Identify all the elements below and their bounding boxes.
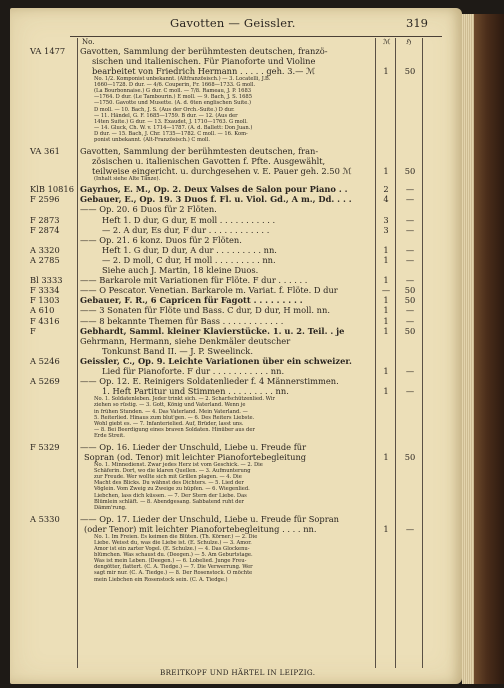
entry-contents-line: in frühen Stunden. — 4. Das Vaterland. Mein Vaterland. — xyxy=(94,408,248,415)
price-mark: 2 xyxy=(383,184,389,195)
entry-text-line: —— Barkarole mit Variationen für Flöte. F dur . . . . . . xyxy=(80,275,308,286)
entry-contents-line: — 8. Bei Beerdigung eines braven Soldaten. Hinüber aus der xyxy=(94,426,255,433)
entry-number: F 2596 xyxy=(30,194,60,205)
entry-text-line: Gehrmann, Hermann, siehe Denkmäler deutscher xyxy=(80,335,291,346)
entry-contents-line: D dur. — 15. Bach, J. Chr. 1735—1782. C moll. — 16. Kom- xyxy=(94,130,248,137)
book-page xyxy=(10,8,462,684)
entry-contents-line: No. 1/2. Komponist unbekannt. (Altfranzösisch.) — 3. Locatelli, J.B. xyxy=(94,76,271,82)
entry-number: A 610 xyxy=(30,305,55,316)
entry-number: F 3334 xyxy=(30,285,60,296)
entry-contents-line: Schäferin. Dort, wo die klaren Quellen. — 3. Aufmunterung xyxy=(94,468,251,475)
price-pf: — xyxy=(405,315,415,326)
price-mark: 1 xyxy=(383,275,389,286)
entry-contents-line: (Inhalt siehe Alte Tänze). xyxy=(94,176,161,183)
price-mark: 3 xyxy=(383,224,389,235)
price-pf: — xyxy=(405,523,415,534)
price-mark: 3 xyxy=(383,214,389,225)
price-mark: 1 xyxy=(383,295,389,306)
price-pf: 50 xyxy=(404,452,416,462)
entry-text-line: Lied für Pianoforte. F dur . . . . . . . . . . . nn. xyxy=(102,366,285,376)
entry-contents-line: Liebe. Weisst du, was die Liebe ist. (E. Schulze.) — 3. Amor. xyxy=(94,539,252,546)
entry-number: A 3320 xyxy=(30,244,60,255)
price-pf: — xyxy=(405,275,415,286)
price-mark: 1 xyxy=(383,386,389,397)
entry-number: F 1303 xyxy=(30,295,60,306)
column-divider-right xyxy=(422,38,423,668)
entry-text-line: —— O Pescator. Venetian. Barkarole m. Variat. f. Flöte. D dur xyxy=(80,285,338,296)
entry-contents-line: 5. Reiterlied. Hinaus zum blut'gen. — 6. Des Reiters Liebste. xyxy=(94,414,255,421)
entry-text-line: Geissler, C., Op. 9. Leichte Variationen über ein schweizer. xyxy=(80,355,352,366)
entry-contents-line: — 14. Gluck, Ch. W. v. 1714—1787. (A. d. Ballett: Don Juan.) xyxy=(94,124,253,131)
price-pf: — xyxy=(405,194,415,205)
entry-text-line: —— 8 bekannte Themen für Bass . . . . . . . . . . . . xyxy=(80,315,284,326)
column-mark: ℳ xyxy=(383,38,391,46)
entry-text-line: —— Op. 12. E. Reinigers Soldatenlieder f. 4 Männerstimmen. xyxy=(80,376,339,387)
entry-text-line: Gebauer, F. R., 6 Capricen für Fagott . . . . . . . . . xyxy=(80,295,303,306)
entry-contents-line: ziehen so rüstig. — 3. Gott, König und Vaterland. Wenn je xyxy=(94,402,246,409)
entry-text-line: teilweise eingericht. u. durchgesehen v. E. Pauer geh. 2.50 ℳ xyxy=(92,166,352,177)
price-mark: 1 xyxy=(383,66,389,76)
price-mark: — xyxy=(381,285,391,296)
entry-text-line: —— Op. 21. 6 konz. Duos für 2 Flöten. xyxy=(80,234,242,245)
entry-contents-line: No. 1. Soldatenleben. Jeder trinkt sich. — 2. Scharfschützenlied. Wir xyxy=(94,396,276,403)
column-pf: ℌ xyxy=(406,38,412,46)
entry-number: VA 1477 xyxy=(30,46,66,56)
entry-contents-line: D moll. — 10. Bach, J. S. (Aus der Orch.-Suite.) D dur. xyxy=(94,106,235,113)
entry-number: A 5269 xyxy=(30,376,60,387)
entry-number: VA 361 xyxy=(30,146,60,157)
price-pf: 50 xyxy=(404,285,416,296)
entry-contents-line: (La Bourbonnaise.) G dur. C moll. — 7/8. Rameau, J. P. 1683 xyxy=(94,88,252,95)
column-no: No. xyxy=(82,38,95,46)
book-binding xyxy=(462,14,504,684)
price-mark: 1 xyxy=(383,325,389,336)
entry-contents-line: Macht des Blicks. Du wähnst des Dichters. — 5. Lied der xyxy=(94,480,244,487)
price-mark: 1 xyxy=(383,305,389,316)
running-title: Gavotten — Geissler. xyxy=(170,16,296,30)
entry-text-line: sischen und italienischen. Für Pianoforte und Violine xyxy=(92,56,316,66)
entry-contents-line: Amor ist ein zarter Vogel. (E. Schulze.) — 4. Das Glockenu- xyxy=(94,546,250,552)
entry-text-line: Gebauer, E., Op. 19. 3 Duos f. Fl. u. Viol. Gd., A m., Dd. . . . xyxy=(80,194,352,205)
entry-text-line: Gayrhos, E. M., Op. 2. Deux Valses de Salon pour Piano . . xyxy=(80,184,348,195)
entry-contents-line: sagt mir nur. (C. A. Tiedge.) — 8. Der Rosenstock. O möchte xyxy=(94,570,253,577)
entry-contents-line: Wohl giebt es. — 7. Infanterielied. Auf, Brüder, lasst uns. xyxy=(94,420,244,427)
page-number: 319 xyxy=(406,16,428,30)
entry-contents-line: 1660—1728. D dur. — 4/6. Couperin, Fr. 1668—1733. G moll. xyxy=(94,82,256,89)
entry-text-line: —— 3 Sonaten für Flöte und Bass. C dur, D dur, H moll. nn. xyxy=(80,305,330,316)
price-pf: — xyxy=(405,386,415,397)
entry-text-line: 1. Heft Partitur und Stimmen . . . . . . . . . nn. xyxy=(102,386,289,397)
entry-number: KlB 10816 xyxy=(30,184,74,195)
entry-contents-line: Was ist mein Leben. (Deegen.) — 6. Lobelied. Junge Freu- xyxy=(94,558,247,565)
entry-contents-line: 14ten Suite.) G dur. — 13. Exaudet, J. 1710—1763. G moll. xyxy=(94,118,248,125)
entry-contents-line: —1750. Gavotte und Musette. (A. d. 6ten englischen Suite.) xyxy=(94,100,251,107)
entry-contents-line: Liebchen, lass dich küssen. — 7. Der Stern der Liebe. Das xyxy=(94,492,247,499)
entry-text-line: zösischen u. italienischen Gavotten f. Pfte. Ausgewählt, xyxy=(92,156,326,167)
entry-text-line: Sopran (od. Tenor) mit leichter Pianofortebegleitung xyxy=(84,452,307,462)
entry-contents-line: mein Liebchen ein Rosenstock sein. (C. A. Tiedge.) xyxy=(94,576,228,583)
entry-text-line: — 2. D moll, C dur, H moll . . . . . . . . . nn. xyxy=(102,254,276,265)
price-pf: 50 xyxy=(404,166,416,177)
entry-contents-line: Blümlein schläft. — 8. Abendgesang. Sabbatend ruht der xyxy=(94,498,245,505)
entry-text-line: Gavotten, Sammlung der berühmtesten deutschen, franzö- xyxy=(80,46,328,56)
price-mark: 1 xyxy=(383,315,389,326)
entry-contents-line: Vöglein. Vom Zweig zu Zweige zu hüpfen. — 6. Wiegenlied. xyxy=(94,486,250,493)
entry-number: A 5330 xyxy=(30,513,60,524)
entry-contents-line: No. 1. Minnedienst. Zwar jedes Herz ist vom Geschick. — 2. Die xyxy=(94,462,263,468)
entry-number: F 4316 xyxy=(30,315,60,326)
price-mark: 1 xyxy=(383,166,389,177)
price-pf: — xyxy=(405,366,415,376)
price-pf: — xyxy=(405,184,415,195)
price-mark: 1 xyxy=(383,452,389,462)
entry-contents-line: No. 1. Im Freien. Es keimen die Blüten. (Th. Körner.) — 2. Die xyxy=(94,533,258,540)
page-header xyxy=(10,14,462,34)
entry-text-line: —— Op. 17. Lieder der Unschuld, Liebe u. Freude für Sopran xyxy=(80,513,339,524)
price-pf: — xyxy=(405,254,415,265)
entry-text-line: Heft 1. G dur, D dur, A dur . . . . . . . . . nn. xyxy=(102,244,277,255)
publisher-footer: BREITKOPF UND HÄRTEL IN LEIPZIG. xyxy=(160,668,316,677)
price-mark: 1 xyxy=(383,244,389,255)
price-mark: 1 xyxy=(383,523,389,534)
column-divider-pf xyxy=(395,38,396,668)
price-mark: 4 xyxy=(383,194,389,205)
entry-text-line: Gavotten, Sammlung der berühmtesten deutschen, fran- xyxy=(80,146,319,157)
entry-text-line: —— Op. 16. Lieder der Unschuld, Liebe u. Freude für xyxy=(80,442,307,452)
entry-contents-line: Dämm'rung. xyxy=(94,504,127,511)
entry-contents-line: — 11. Händel, G. F. 1685—1759. B dur. — 12. (Aus der xyxy=(94,112,238,119)
price-pf: 50 xyxy=(404,66,416,76)
entry-number: Bl 3333 xyxy=(30,275,63,286)
price-mark: 1 xyxy=(383,254,389,265)
entry-contents-line: blümchen. Was schaust du. (Deegen.) — 5. Am Geburtstage. xyxy=(94,552,253,559)
column-divider-left xyxy=(77,38,78,668)
entry-number: F 2874 xyxy=(30,224,60,235)
entry-text-line: (oder Tenor) mit leichter Pianofortebegleitung . . . . nn. xyxy=(84,523,317,534)
entry-text-line: Heft 1. D dur, G dur, E moll . . . . . . . . . . . xyxy=(102,214,276,225)
entry-text-line: Gebhardt, Samml. kleiner Klavierstücke. 1. u. 2. Teil. . je xyxy=(80,325,345,336)
price-pf: 50 xyxy=(404,295,416,306)
entry-number: A 5246 xyxy=(30,355,60,366)
entry-contents-line: zur Freude. Wer wollte sich mit Grillen plagen. — 4. Die xyxy=(94,474,242,481)
entry-number: A 2785 xyxy=(30,254,60,265)
entry-number: F xyxy=(30,325,36,336)
entry-contents-line: ponist unbekannt. (Alt-Französisch.) C moll. xyxy=(94,137,211,143)
price-pf: — xyxy=(405,214,415,225)
entry-contents-line: Erde Streit. xyxy=(94,432,125,439)
price-pf: 50 xyxy=(404,325,416,336)
entry-text-line: Siehe auch J. Martin, 18 kleine Duos. xyxy=(102,265,259,275)
entry-contents-line: —1764. D dur. (Le Tambourin.) E moll. — 9. Bach, J. S. 1685 xyxy=(94,94,253,101)
entry-number: F 5329 xyxy=(30,442,60,452)
price-pf: — xyxy=(405,244,415,255)
price-mark: 1 xyxy=(383,366,389,376)
header-rule xyxy=(70,36,442,37)
entry-number: F 2873 xyxy=(30,214,60,225)
entry-text-line: — 2. A dur, Es dur, F dur . . . . . . . . . . . . xyxy=(102,224,270,235)
entry-text-line: bearbeitet von Friedrich Hermann . . . . . geh. 3.— ℳ xyxy=(92,66,315,76)
price-pf: — xyxy=(405,224,415,235)
entry-text-line: —— Op. 20. 6 Duos für 2 Flöten. xyxy=(80,204,217,215)
price-pf: — xyxy=(405,305,415,316)
entry-contents-line: dengötter, flattert. (C. A. Tiedge.) — 7. Die Verwerrung. Wer xyxy=(94,564,253,571)
entry-text-line: Tonkunst Band II. — J. P. Sweelinck. xyxy=(102,345,253,356)
